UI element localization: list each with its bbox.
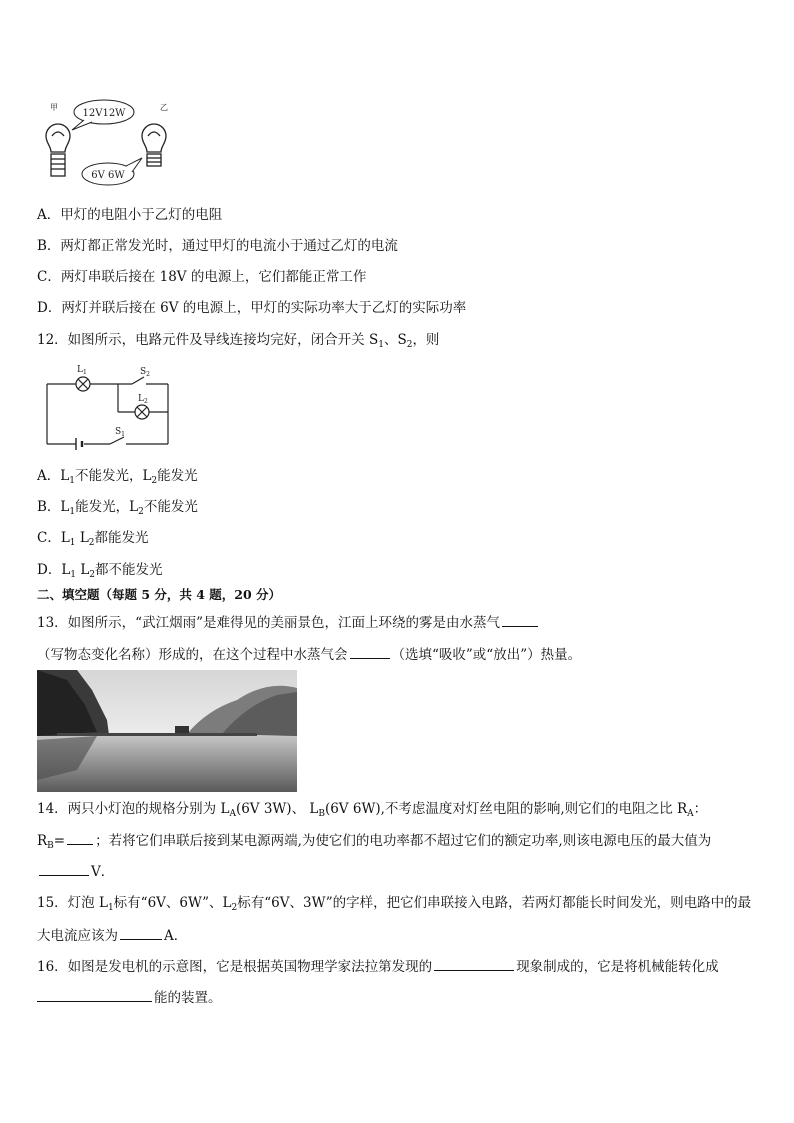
q14-line3: V． [37, 862, 114, 881]
q16-line1: 16．如图是发电机的示意图，它是根据英国物理学家法拉第发现的 现象制成的，它是将机械能转化成 [37, 959, 719, 975]
lamp-l2 [135, 405, 149, 419]
q14-line1: 14．两只小灯泡的规格分别为 $L_A(6V$ 3W)、 $L_B(6V$ 6W),不考虑温度对灯丝电阻的影响,则它们的电阻之比 $R_A$： [37, 801, 708, 819]
misty-river-photo [37, 670, 297, 792]
q16-blank-1 [434, 957, 514, 971]
q11-option-b: B．两灯都正常发光时，通过甲灯的电流小于通过乙灯的电流 [37, 238, 398, 254]
q11-option-a: A．甲灯的电阻小于乙灯的电阻 [37, 207, 223, 223]
bulb-jia [46, 124, 70, 176]
q15-line2: 大电流应该为 A． [37, 928, 188, 944]
bulb-yi-mark: 乙 [160, 103, 168, 112]
label-l2: $L_2$ [138, 394, 148, 405]
bubble-6v6w: 6V 6W [91, 170, 125, 181]
q15-blank [120, 926, 162, 940]
circuit-figure [40, 362, 175, 452]
q13-blank-1 [502, 613, 538, 627]
q15-line1: 15．灯泡 $L_1$标有“6V、6W”、$L_2$标有“6V、3W”的字样，把它们串联接入电路，若两灯都能长时间发光，则电路中的最 [37, 895, 752, 913]
q12-option-d: D．$L_1$ $L_2$都不能发光 [37, 562, 163, 580]
q12-stem: 12．如图所示，电路元件及导线连接均完好，闭合开关 $S_1$、$S_2$，则 [37, 332, 440, 350]
label-l1: $L_1$ [77, 365, 87, 376]
section-heading: 二、填空题（每题 5 分，共 4 题，20 分） [37, 587, 282, 602]
q12-option-a: A．$L_1$不能发光，$L_2$能发光 [37, 468, 198, 486]
q16-line2: 能的装置。 [37, 988, 222, 1007]
bulb-jia-mark: 甲 [50, 103, 58, 112]
q11-option-c: C．两灯串联后接在 18V 的电源上，它们都能正常工作 [37, 269, 367, 285]
q12-option-c: C．$L_1$ $L_2$都能发光 [37, 530, 149, 548]
q13-line1: 13．如图所示，“武江烟雨”是难得见的美丽景色，江面上环绕的雾是由水蒸气 [37, 613, 540, 632]
bulbs-figure [38, 96, 180, 192]
q12-option-b: B．$L_1$能发光，$L_2$不能发光 [37, 499, 198, 517]
label-s2: $S_2$ [140, 367, 150, 378]
q16-blank-2 [37, 988, 152, 1002]
q14-blank-1 [67, 831, 93, 845]
q14-blank-2 [39, 862, 89, 876]
bubble-12v12w: 12V12W [82, 108, 126, 119]
label-s1: $S_1$ [115, 427, 125, 438]
q14-line2: $R_B=$ ；若将它们串联后接到某电源两端,为使它们的电功率都不超过它们的额定功率,则该电源电压的最大值为 [37, 833, 712, 851]
q13-line2: （写物态变化名称）形成的，在这个过程中水蒸气会 （选填“吸收”或“放出”）热量。 [37, 647, 582, 663]
q13-blank-2 [350, 645, 390, 659]
q11-option-d: D．两灯并联后接在 6V 的电源上，甲灯的实际功率大于乙灯的实际功率 [37, 300, 467, 316]
bulb-yi [142, 124, 166, 166]
lamp-l1 [76, 377, 90, 391]
